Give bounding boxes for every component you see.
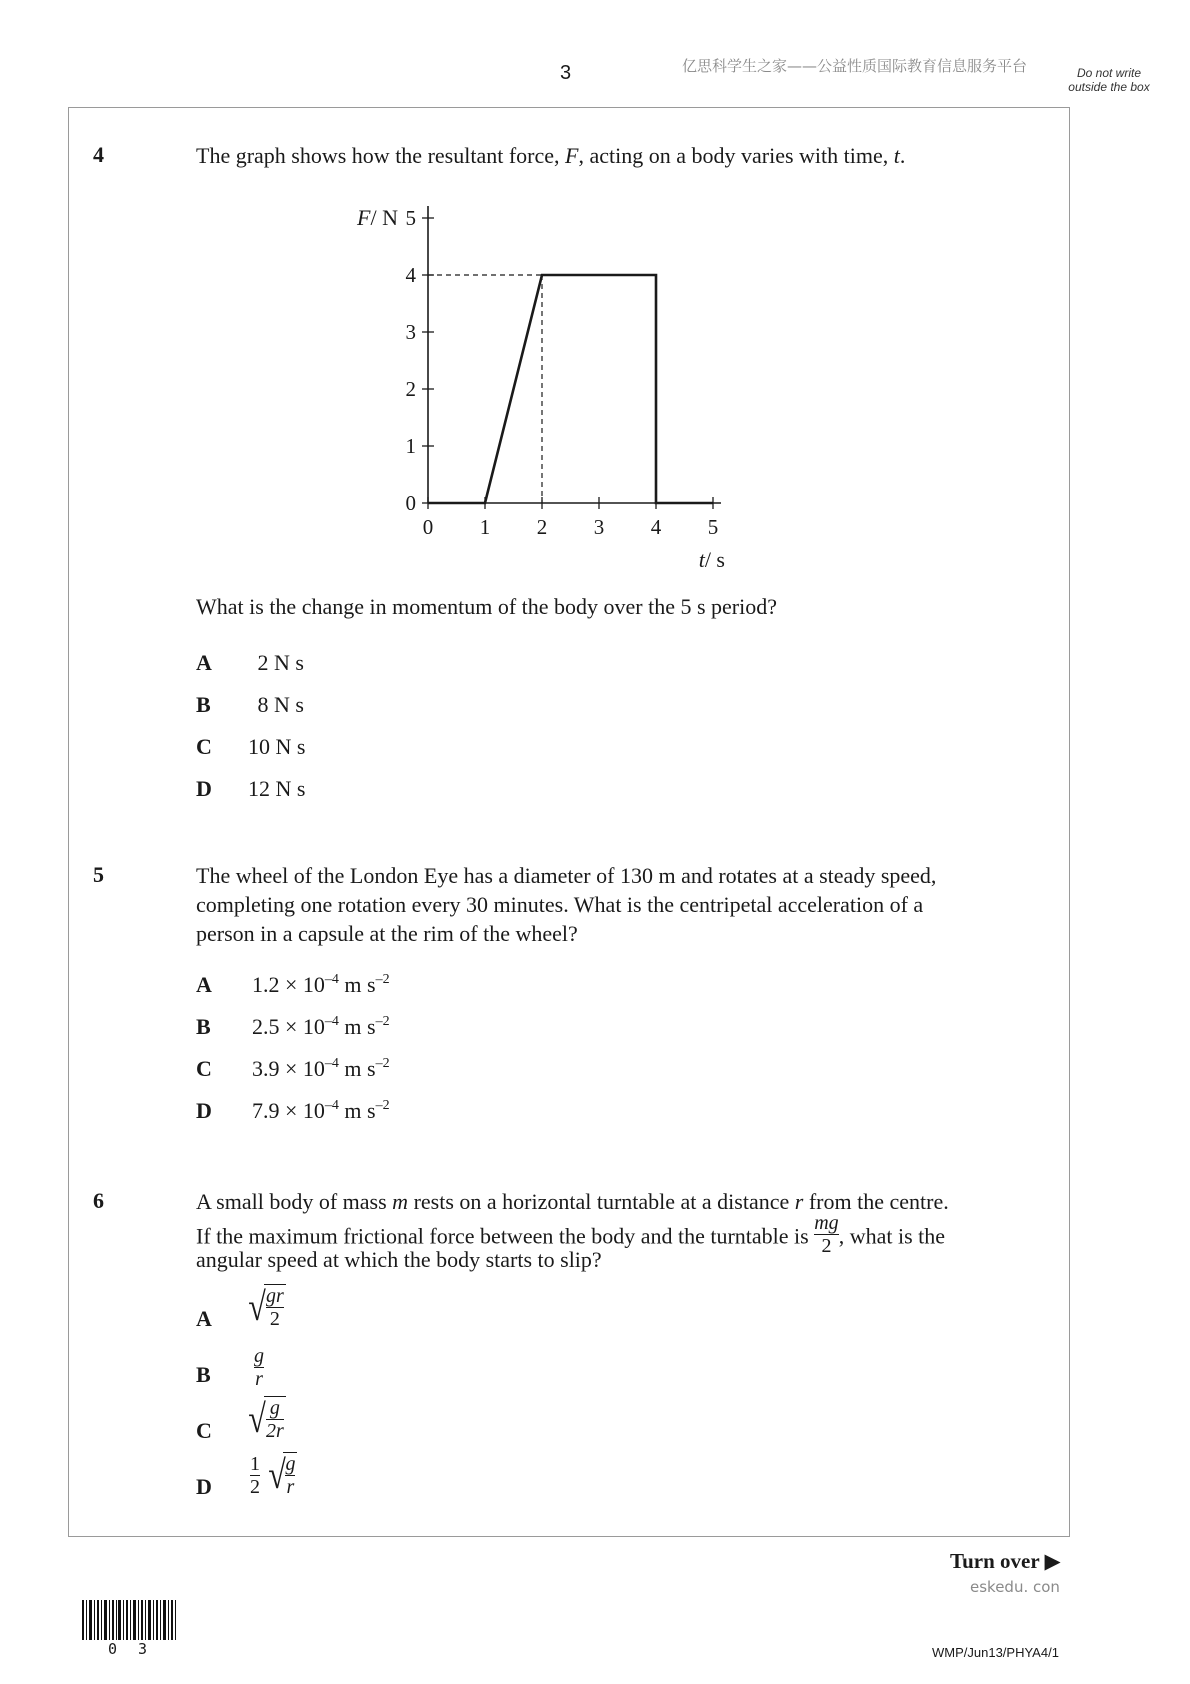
option-value: 12 N s <box>248 776 306 801</box>
question-4-stem: The graph shows how the resultant force, F, acting on a body varies with time, t. <box>196 143 906 168</box>
site-watermark: eskedu. con <box>970 1578 1060 1596</box>
page-number: 3 <box>560 62 572 84</box>
y-tick-label: 3 <box>405 320 416 344</box>
y-tick-label: 2 <box>405 377 416 401</box>
option-6d[interactable] <box>196 1452 396 1504</box>
y-tick-label: 4 <box>405 263 416 287</box>
x-tick-label: 0 <box>422 515 434 539</box>
question-4-prompt: What is the change in momentum of the body over the 5 s period? <box>196 594 778 619</box>
option-letter: A <box>196 650 212 675</box>
option-6a[interactable] <box>196 1284 396 1336</box>
option-5c[interactable] <box>196 1056 496 1086</box>
option-value: $2.5 \times 10^{-4}$ m $s^{-2}$ <box>252 1014 390 1039</box>
barcode-number: 0 3 <box>108 1640 154 1658</box>
option-value: $\frac{g}{r}$ <box>254 1345 264 1390</box>
question-number-6: 6 <box>93 1188 104 1213</box>
option-6b[interactable] <box>196 1345 396 1392</box>
x-tick-label: 1 <box>479 515 491 539</box>
option-4b[interactable] <box>196 692 496 722</box>
option-6c[interactable] <box>196 1396 396 1448</box>
option-letter: B <box>196 1362 211 1387</box>
option-5d[interactable] <box>196 1098 496 1128</box>
fraction-mg-over-2: $\frac{mg}{2}$ <box>814 1212 839 1257</box>
y-tick-label: 5 <box>405 206 416 230</box>
question-number-5: 5 <box>93 862 104 887</box>
force-series-line <box>428 275 713 503</box>
question-5-stem: The wheel of the London Eye has a diameter of 130 m and rotates at a steady speed, completing one rotation every 30 minutes. What is the centripetal acceleration of a person in a capsule at the rim of the wheel? <box>196 863 937 946</box>
option-letter: B <box>196 1014 211 1039</box>
y-tick-label: 0 <box>405 491 416 515</box>
question-6-stem: A small body of mass m rests on a horizontal turntable at a distance r from the centre. If the maximum frictional force between the body and the turntable is $\frac{mg}{2}$ , what is the angular speed at which the body starts to slip? <box>196 1189 949 1272</box>
option-letter: C <box>196 1056 212 1081</box>
option-value: 8 N s <box>257 692 304 717</box>
option-letter: B <box>196 692 211 717</box>
option-5a[interactable] <box>196 972 496 1002</box>
option-value: $3.9 \times 10^{-4}$ m $s^{-2}$ <box>252 1056 390 1081</box>
option-letter: A <box>196 972 212 997</box>
option-letter: D <box>196 776 212 801</box>
option-value: 2 N s <box>257 650 304 675</box>
option-4c[interactable] <box>196 734 496 764</box>
option-letter: C <box>196 734 212 759</box>
option-value: $7.9 \times 10^{-4}$ m $s^{-2}$ <box>252 1098 390 1123</box>
option-letter: D <box>196 1098 212 1123</box>
x-tick-label: 3 <box>593 515 605 539</box>
option-value: $1.2 \times 10^{-4}$ m $s^{-2}$ <box>252 972 390 997</box>
option-value: 10 N s <box>248 734 306 759</box>
x-tick-label: 4 <box>650 515 662 539</box>
x-tick-label: 2 <box>536 515 548 539</box>
paper-reference: WMP/Jun13/PHYA4/1 <box>932 1645 1059 1660</box>
turn-over-label: Turn over ▶ <box>950 1549 1061 1573</box>
x-tick-label: 5 <box>707 515 719 539</box>
option-5b[interactable] <box>196 1014 496 1044</box>
option-value: √ $\frac{g}{2r}$ <box>248 1396 284 1442</box>
watermark-text: 亿思科学生之家——公益性质国际教育信息服务平台 <box>682 57 1028 75</box>
option-4d[interactable] <box>196 776 496 806</box>
barcode-image <box>82 1600 177 1644</box>
question-number-4: 4 <box>93 142 104 167</box>
force-time-graph <box>320 195 740 575</box>
option-4a[interactable] <box>196 650 496 680</box>
option-letter: A <box>196 1306 212 1331</box>
option-letter: C <box>196 1418 212 1443</box>
x-axis-label: t/ s <box>698 547 725 572</box>
option-value: √ $\frac{gr}{2}$ <box>248 1284 284 1330</box>
option-letter: D <box>196 1474 212 1499</box>
y-tick-label: 1 <box>405 434 416 458</box>
margin-note: Do not write outside the box <box>1068 66 1150 94</box>
y-axis-label: F/ N <box>357 205 398 230</box>
option-value: $\frac{1}{2}$ √ $\frac{g}{r}$ <box>250 1452 296 1498</box>
